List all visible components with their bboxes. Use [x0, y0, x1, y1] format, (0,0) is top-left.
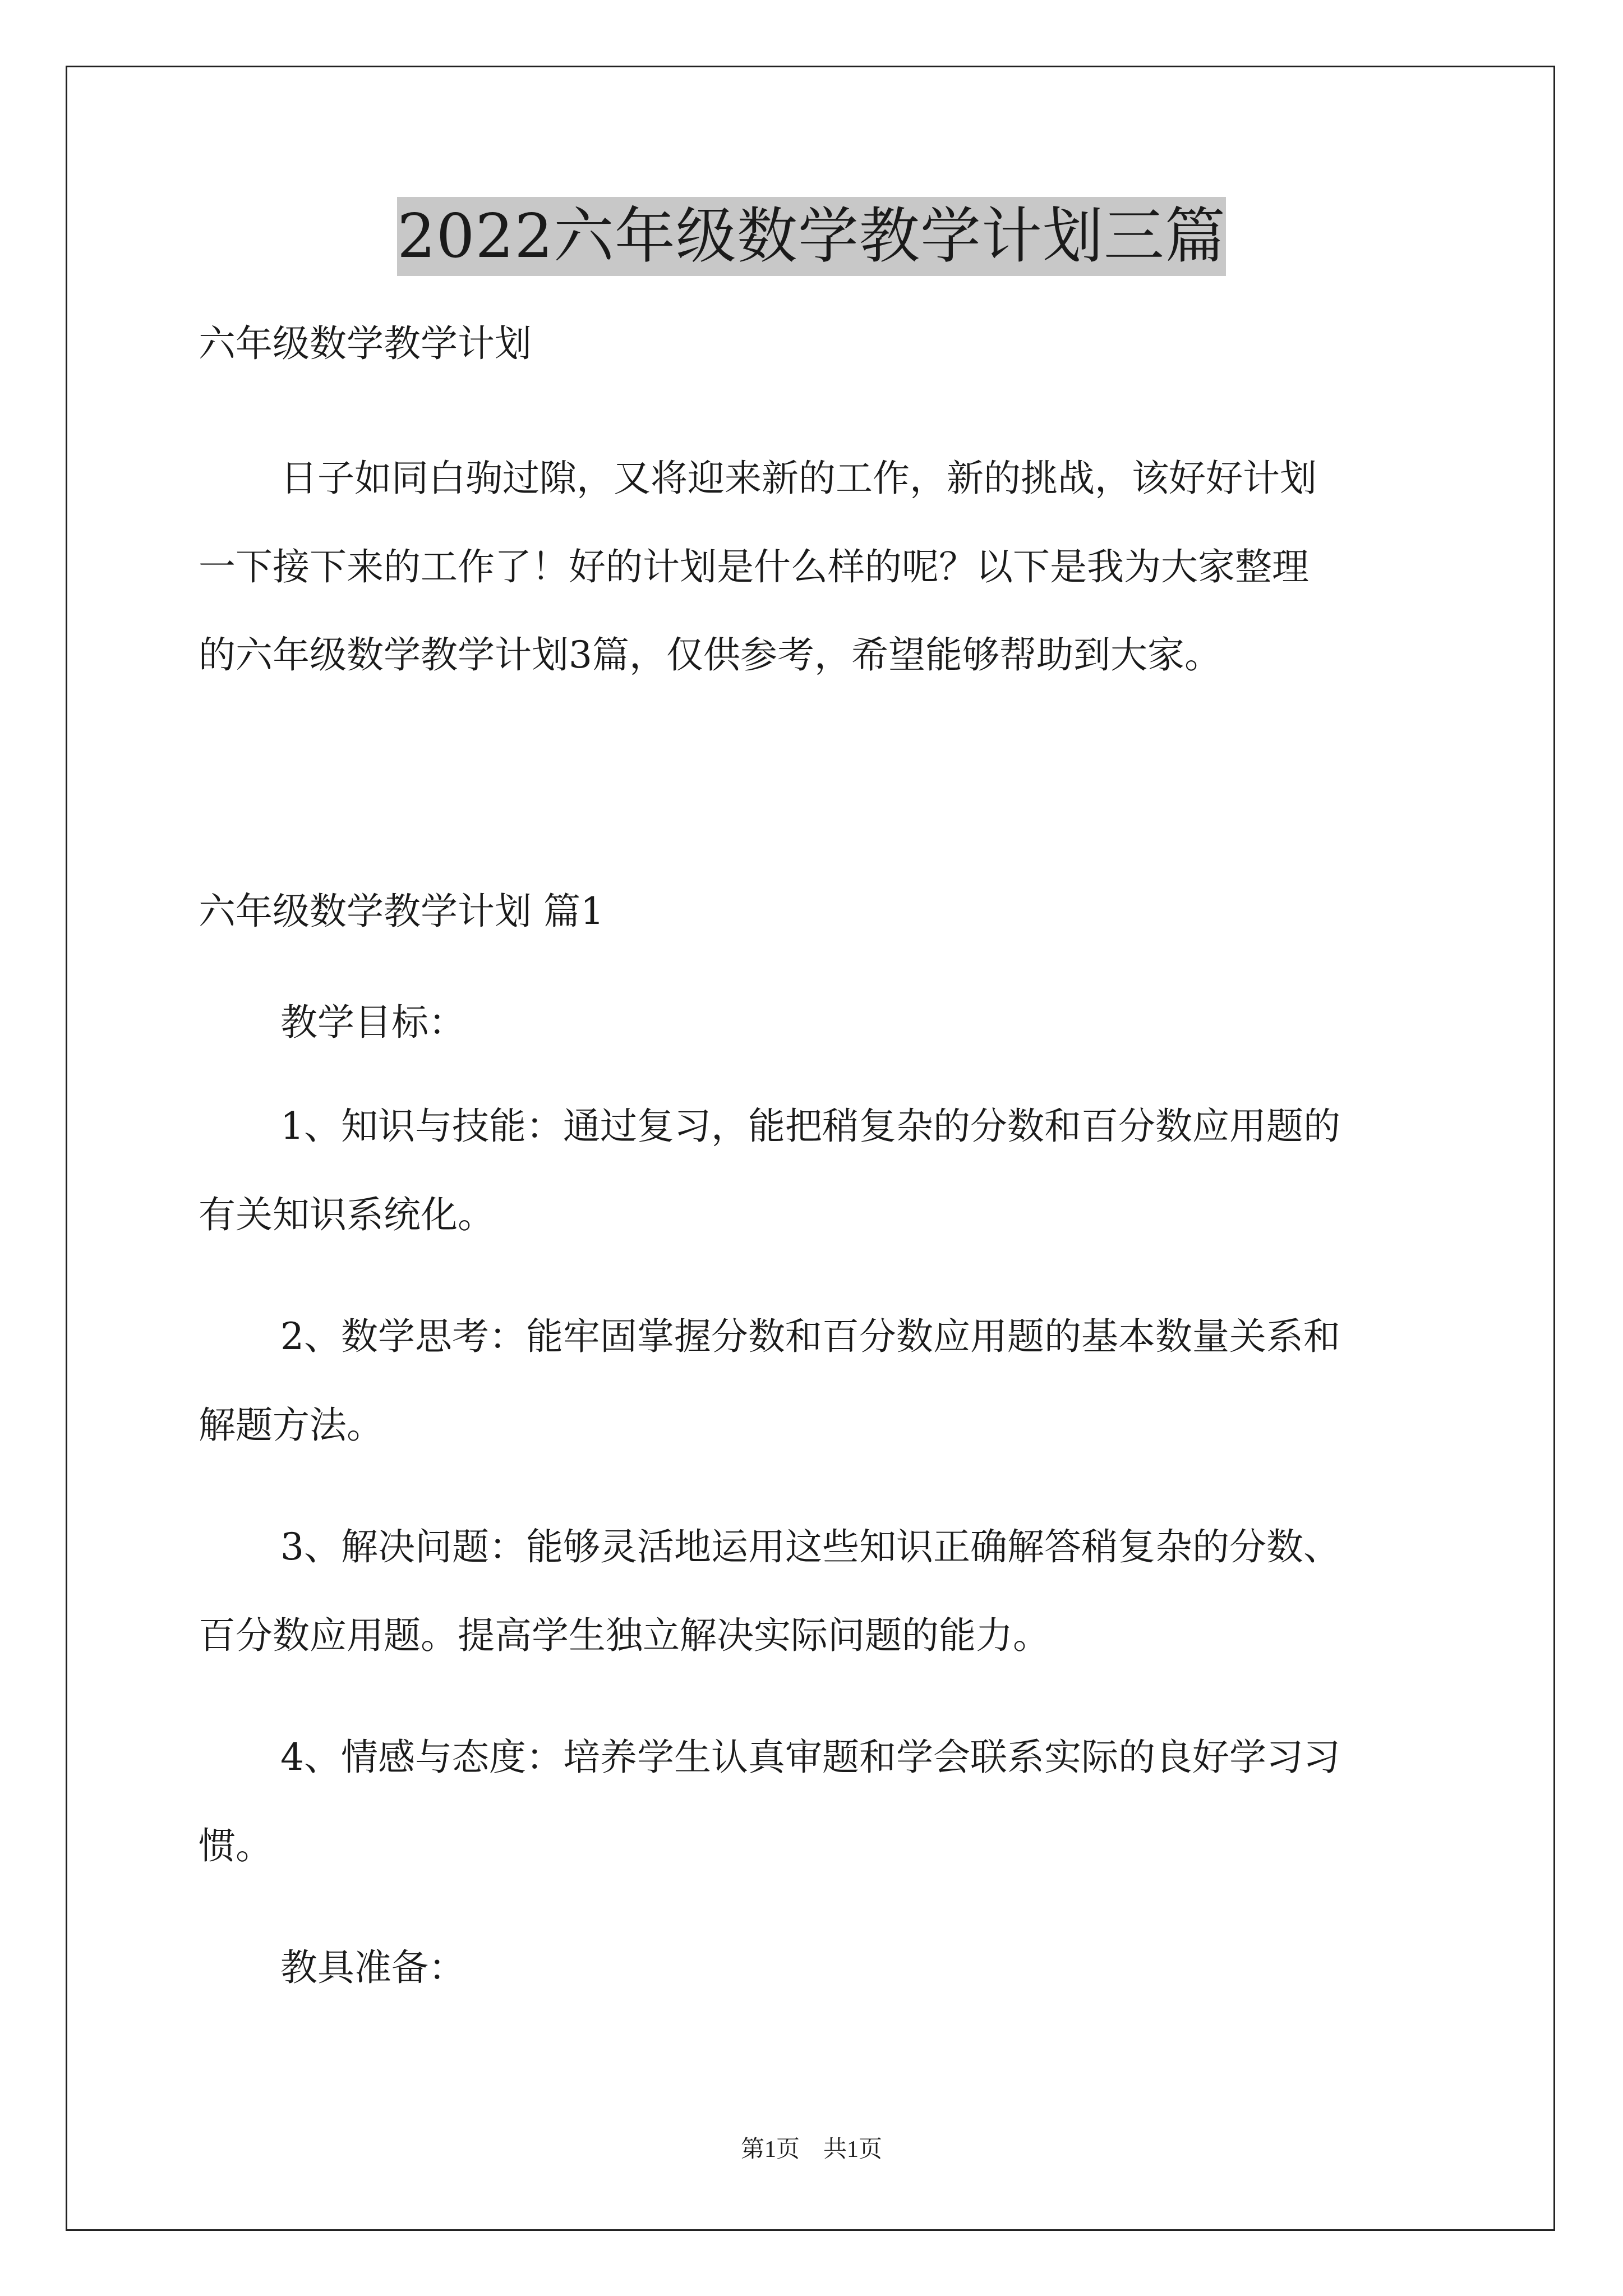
- goal-line: 解题方法。: [199, 1404, 384, 1447]
- goal-line: 2、数学思考：能牢固掌握分数和百分数应用题的基本数量关系和: [280, 1315, 1340, 1358]
- goal-line: 有关知识系统化。: [199, 1193, 495, 1236]
- intro-line: 日子如同白驹过隙，又将迎来新的工作，新的挑战，该好好计划: [280, 457, 1317, 500]
- document-title: [0, 197, 1623, 276]
- page-footer: 第1页 共1页: [740, 2137, 882, 2162]
- goal-line: 1、知识与技能：通过复习，能把稍复杂的分数和百分数应用题的: [280, 1105, 1340, 1148]
- goals-label: 教学目标：: [280, 1001, 465, 1044]
- goal-line: 4、情感与态度：培养学生认真审题和学会联系实际的良好学习习: [280, 1736, 1340, 1779]
- intro-line: 一下接下来的工作了！好的计划是什么样的呢？以下是我为大家整理: [199, 545, 1309, 588]
- section-heading: 六年级数学教学计划 篇1: [199, 890, 604, 933]
- goal-line: 惯。: [199, 1824, 273, 1867]
- page-border: [66, 66, 1555, 2231]
- tools-label: 教具准备：: [280, 1946, 465, 1989]
- intro-line: 的六年级数学教学计划3篇，仅供参考，希望能够帮助到大家。: [199, 633, 1221, 677]
- main-heading: 六年级数学教学计划: [199, 322, 532, 365]
- goal-line: 百分数应用题。提高学生独立解决实际问题的能力。: [199, 1614, 1050, 1657]
- goal-line: 3、解决问题：能够灵活地运用这些知识正确解答稍复杂的分数、: [280, 1525, 1340, 1568]
- document-title-text: 2022六年级数学教学计划三篇: [397, 197, 1226, 276]
